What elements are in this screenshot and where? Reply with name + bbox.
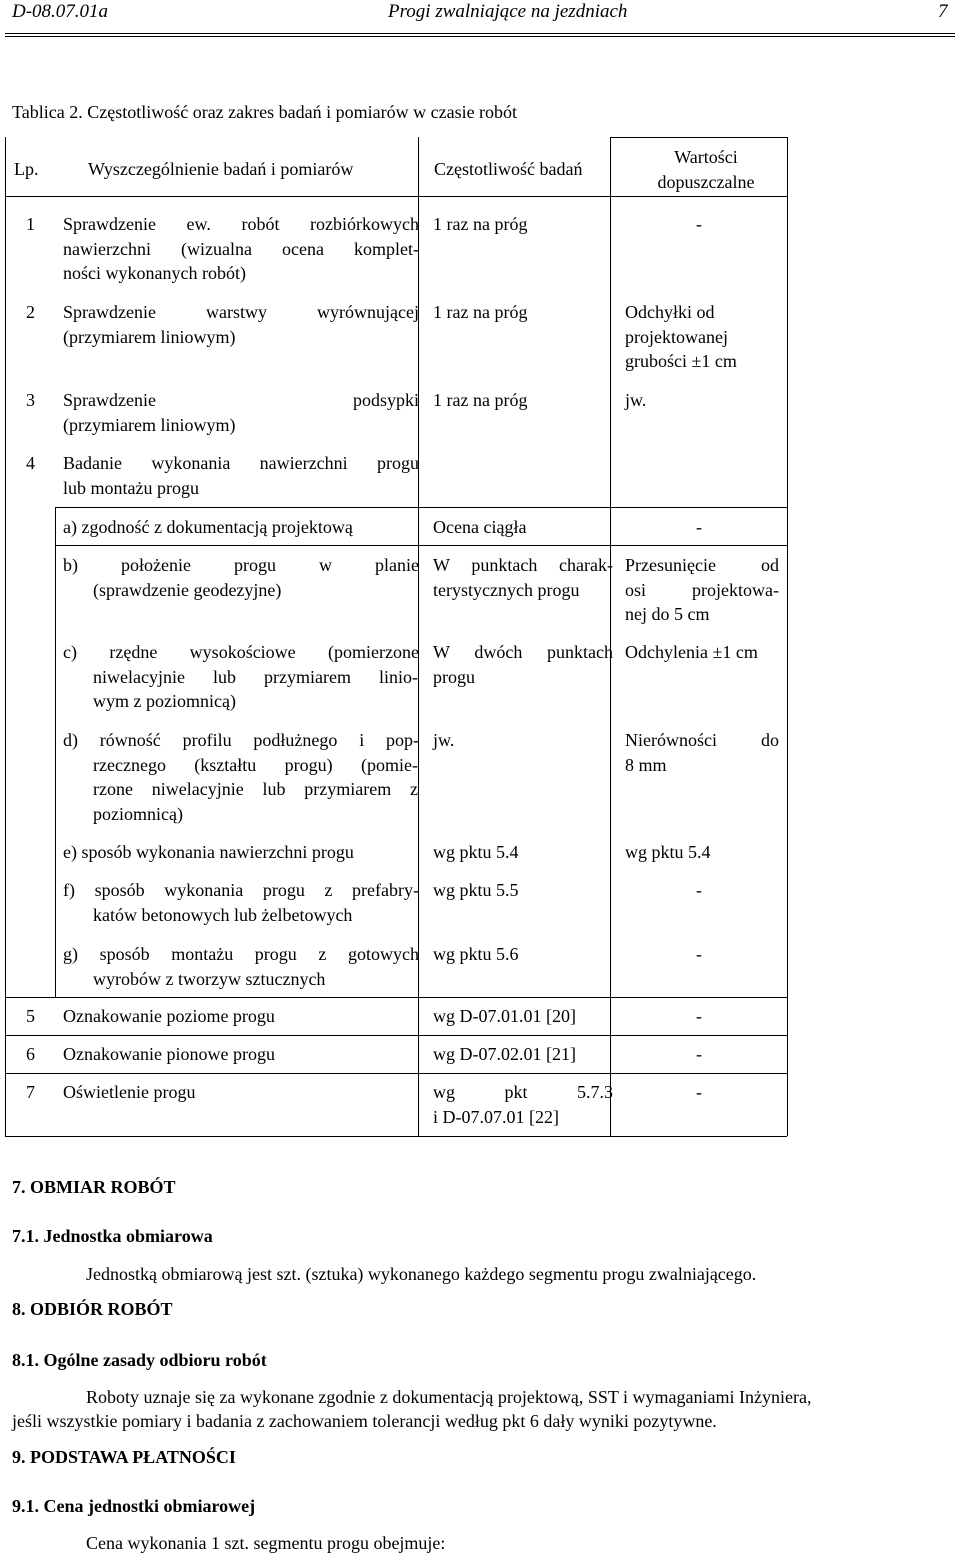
section-8-1-text-line1: Roboty uznaje się za wykonane zgodnie z dokumentacją projektową, SST i wymaganiami Inżyniera,	[86, 1387, 812, 1407]
cell-tol-line: projektowanej	[625, 326, 728, 347]
table-vline	[610, 137, 611, 507]
section-8-1-text-line2: jeśli wszystkie pomiary i badania z zachowaniem tolerancji według pkt 6 dały wyniki pozytywne.	[12, 1411, 717, 1431]
cell-tol-line: -	[696, 517, 702, 537]
cell-desc-line: wyrobów z tworzyw sztucznych	[93, 968, 326, 989]
header-doc-code: D-08.07.01a	[12, 1, 109, 22]
col-header-lp: Lp.	[14, 159, 39, 179]
section-7-1-heading: 7.1. Jednostka obmiarowa	[12, 1226, 213, 1246]
cell-lp: 4	[26, 453, 35, 473]
cell-freq-line: jw.	[433, 730, 455, 750]
table-hline	[5, 196, 787, 197]
section-9-1-text: Cena wykonania 1 szt. segmentu progu obejmuje:	[86, 1533, 446, 1553]
table-vline	[55, 507, 56, 997]
col-header-freq: Częstotliwość badań	[434, 159, 583, 179]
cell-desc-line: Oznakowanie poziome progu	[63, 1006, 275, 1026]
cell-desc-line: e) sposób wykonania nawierzchni progu	[63, 842, 354, 862]
cell-tol-line: -	[696, 214, 702, 234]
cell-desc-line: Badanie wykonania nawierzchni progu	[63, 453, 419, 473]
table-hline	[55, 545, 787, 546]
cell-tol-line: Odchylenia ±1 cm	[625, 642, 758, 662]
cell-freq-line: wg pktu 5.4	[433, 842, 519, 862]
cell-desc-line: lub montażu progu	[63, 477, 199, 498]
cell-tol-line: 8 mm	[625, 754, 667, 775]
cell-tol-line: grubości ±1 cm	[625, 351, 737, 371]
cell-tol-line: osi projektowa-	[625, 579, 779, 600]
cell-freq-line: Ocena ciągła	[433, 517, 527, 537]
col-header-tol: Wartości dopuszczalne	[657, 147, 755, 192]
cell-freq-line: i D-07.07.01 [22]	[433, 1106, 559, 1127]
table-hline	[5, 1073, 787, 1074]
table-vline	[418, 137, 419, 507]
cell-desc-line: Oświetlenie progu	[63, 1082, 196, 1102]
cell-desc-line: (przymiarem liniowym)	[63, 414, 236, 435]
table-vline	[5, 137, 6, 1136]
cell-freq-line: 1 raz na próg	[433, 302, 528, 322]
cell-tol-line: -	[696, 1044, 702, 1064]
cell-freq-line: 1 raz na próg	[433, 214, 528, 234]
cell-desc-line: niwelacyjnie lub przymiarem linio-	[93, 666, 418, 687]
cell-lp: 2	[26, 302, 35, 322]
cell-tol-line: Nierówności do	[625, 730, 779, 750]
cell-tol-line: -	[696, 1082, 702, 1102]
cell-lp: 5	[26, 1006, 35, 1026]
cell-tol-line: -	[696, 944, 702, 964]
cell-desc-line: Oznakowanie pionowe progu	[63, 1044, 275, 1064]
cell-lp: 6	[26, 1044, 35, 1064]
cell-desc-line: katów betonowych lub żelbetowych	[93, 904, 353, 925]
cell-desc-line: poziomnicą)	[93, 803, 183, 824]
header-rule	[5, 33, 955, 34]
table-hline	[610, 137, 787, 138]
cell-desc-line: Sprawdzenie podsypki	[63, 390, 419, 410]
table-vline	[787, 137, 788, 1136]
cell-desc-line: (przymiarem liniowym)	[63, 326, 236, 347]
cell-freq-line: wg pktu 5.6	[433, 944, 519, 964]
header-doc-title: Progi zwalniające na jezdniach	[388, 1, 628, 22]
cell-tol-line: nej do 5 cm	[625, 604, 710, 624]
cell-tol-line: -	[696, 880, 702, 900]
cell-tol-line: jw.	[625, 390, 647, 410]
cell-tol-line: wg pktu 5.4	[625, 842, 711, 862]
cell-desc-line: Sprawdzenie warstwy wyrównującej	[63, 302, 419, 322]
table-vline	[610, 507, 611, 997]
table-caption: Tablica 2. Częstotliwość oraz zakres badań i pomiarów w czasie robót	[12, 102, 518, 122]
cell-desc-line: wym z poziomnicą)	[93, 691, 236, 711]
cell-desc-line: a) zgodność z dokumentacją projektową	[63, 517, 353, 537]
cell-lp: 1	[26, 214, 35, 234]
cell-freq-line: wg D-07.02.01 [21]	[433, 1044, 576, 1064]
table-hline	[5, 1136, 787, 1137]
cell-tol-line: Odchyłki od	[625, 302, 715, 322]
cell-freq-line: terystycznych progu	[433, 579, 580, 600]
section-7-heading: 7. OBMIAR ROBÓT	[12, 1177, 176, 1197]
col-header-desc: Wyszczególnienie badań i pomiarów	[88, 159, 354, 179]
cell-desc-line: rzone niwelacyjnie lub przymiarem z	[93, 779, 418, 799]
cell-desc-line: ności wykonanych robót)	[63, 263, 246, 283]
cell-desc-line: g) sposób montażu progu z gotowych	[63, 944, 419, 964]
table-hline	[5, 997, 787, 998]
cell-freq-line: wg pktu 5.5	[433, 880, 519, 900]
table-vline	[418, 507, 419, 997]
cell-freq-line: W dwóch punktach	[433, 642, 613, 662]
section-9-1-heading: 9.1. Cena jednostki obmiarowej	[12, 1496, 256, 1516]
cell-freq-line: wg D-07.01.01 [20]	[433, 1006, 576, 1026]
header-rule-double	[5, 36, 955, 37]
cell-freq-line: 1 raz na próg	[433, 390, 528, 410]
table-hline	[55, 507, 787, 508]
section-8-heading: 8. ODBIÓR ROBÓT	[12, 1299, 173, 1319]
header-page-number: 7	[938, 1, 948, 22]
table-vline	[610, 997, 611, 1136]
section-8-1-heading: 8.1. Ogólne zasady odbioru robót	[12, 1350, 267, 1370]
table-vline	[418, 997, 419, 1136]
cell-lp: 7	[26, 1082, 35, 1102]
cell-desc-line: b) położenie progu w planie	[63, 555, 419, 575]
cell-desc-line: Sprawdzenie ew. robót rozbiórkowych	[63, 214, 419, 234]
cell-freq-line: W punktach charak-	[433, 555, 613, 575]
cell-desc-line: (sprawdzenie geodezyjne)	[93, 579, 282, 600]
cell-freq-line: wg pkt 5.7.3	[433, 1082, 613, 1102]
table-hline	[5, 1035, 787, 1036]
section-7-1-text: Jednostką obmiarową jest szt. (sztuka) wykonanego każdego segmentu progu zwalniającego.	[86, 1264, 757, 1284]
cell-tol-line: Przesunięcie od	[625, 555, 779, 575]
cell-lp: 3	[26, 390, 35, 410]
cell-desc-line: c) rzędne wysokościowe (pomierzone	[63, 642, 419, 662]
cell-desc-line: nawierzchni (wizualna ocena komplet-	[63, 238, 419, 259]
section-9-heading: 9. PODSTAWA PŁATNOŚCI	[12, 1447, 236, 1467]
cell-tol-line: -	[696, 1006, 702, 1026]
cell-desc-line: f) sposób wykonania progu z prefabry-	[63, 880, 419, 900]
cell-desc-line: rzecznego (kształtu progu) (pomie-	[93, 754, 418, 775]
cell-desc-line: d) równość profilu podłużnego i pop-	[63, 730, 419, 750]
cell-freq-line: progu	[433, 666, 475, 687]
